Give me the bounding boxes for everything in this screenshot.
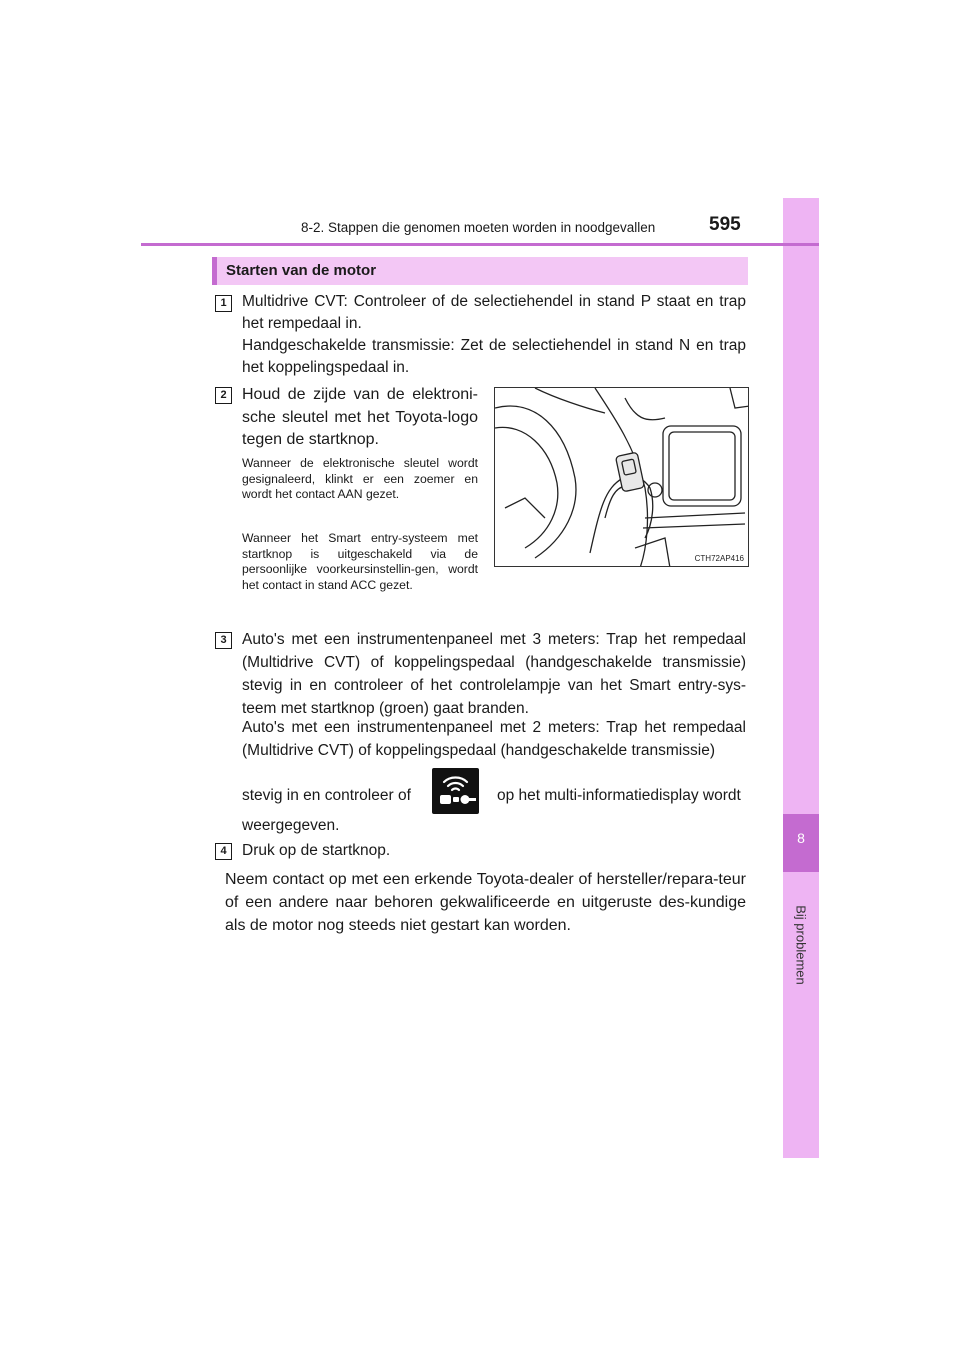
smart-key-indicator-icon [432, 768, 479, 814]
footer-note: Neem contact op met een erkende Toyota-dealer of hersteller/repara-teur of een andere naar behoren gekwalificeerde en uitgeruste des-kundige als de motor nog steeds niet gestart kan worden. [225, 871, 746, 934]
chapter-side-tab [783, 198, 819, 1158]
header-section-title: 8-2. Stappen die genomen moeten worden in noodgevallen [301, 220, 656, 235]
chapter-title: Bij problemen [793, 905, 809, 985]
step-3-text-c-after: op het multi-informatiedisplay wordt [497, 787, 741, 804]
step-3-text-c-before: stevig in en controleer of [242, 787, 411, 804]
step-number-1: 1 [215, 295, 232, 312]
hand-pressing-key-illustration [495, 388, 749, 567]
start-button-figure [494, 387, 749, 567]
step-1-text-a: Multidrive CVT: Controleer of de selectiehendel in stand P staat en trap het rempedaal in. [242, 293, 746, 332]
figure-code: CTH72AP416 [694, 554, 744, 563]
step-3-text-b: Auto's met een instrumentenpaneel met 2 meters: Trap het rempedaal (Multidrive CVT) of koppelingspedaal (handgeschakelde transmissie) [242, 719, 746, 759]
step-number-4: 4 [215, 843, 232, 860]
step-1-text-b: Handgeschakelde transmissie: Zet de selectiehendel in stand N en trap het koppelingspedaal in. [242, 337, 746, 376]
step-number-2: 2 [215, 387, 232, 404]
page-number: 595 [709, 214, 741, 235]
header-rule [141, 243, 819, 246]
step-4-text: Druk op de startknop. [242, 842, 391, 859]
step-2-note-1: Wanneer de elektronische sleutel wordt gesignaleerd, klinkt er een zoemer en wordt het contact AAN gezet. [242, 456, 478, 501]
step-3-text-d: weergegeven. [242, 817, 340, 834]
step-2-note-2: Wanneer het Smart entry-systeem met startknop is uitgeschakeld via de persoonlijke voorkeursinstellin-gen, wordt het contact in stand ACC gezet. [242, 531, 478, 592]
step-3-text-a: Auto's met een instrumentenpaneel met 3 meters: Trap het rempedaal (Multidrive CVT) of koppelingspedaal (handgeschakelde transmissie) stevig in en controleer of het controlelampje van het Smart entry-sys-teem met startknop (groen) gaat branden. [242, 631, 746, 717]
section-heading: Starten van de motor [212, 257, 748, 285]
step-number-3: 3 [215, 632, 232, 649]
step-2-text: Houd de zijde van de elektroni-sche sleutel met het Toyota-logo tegen de startknop. [242, 386, 478, 448]
chapter-number: 8 [797, 830, 805, 846]
